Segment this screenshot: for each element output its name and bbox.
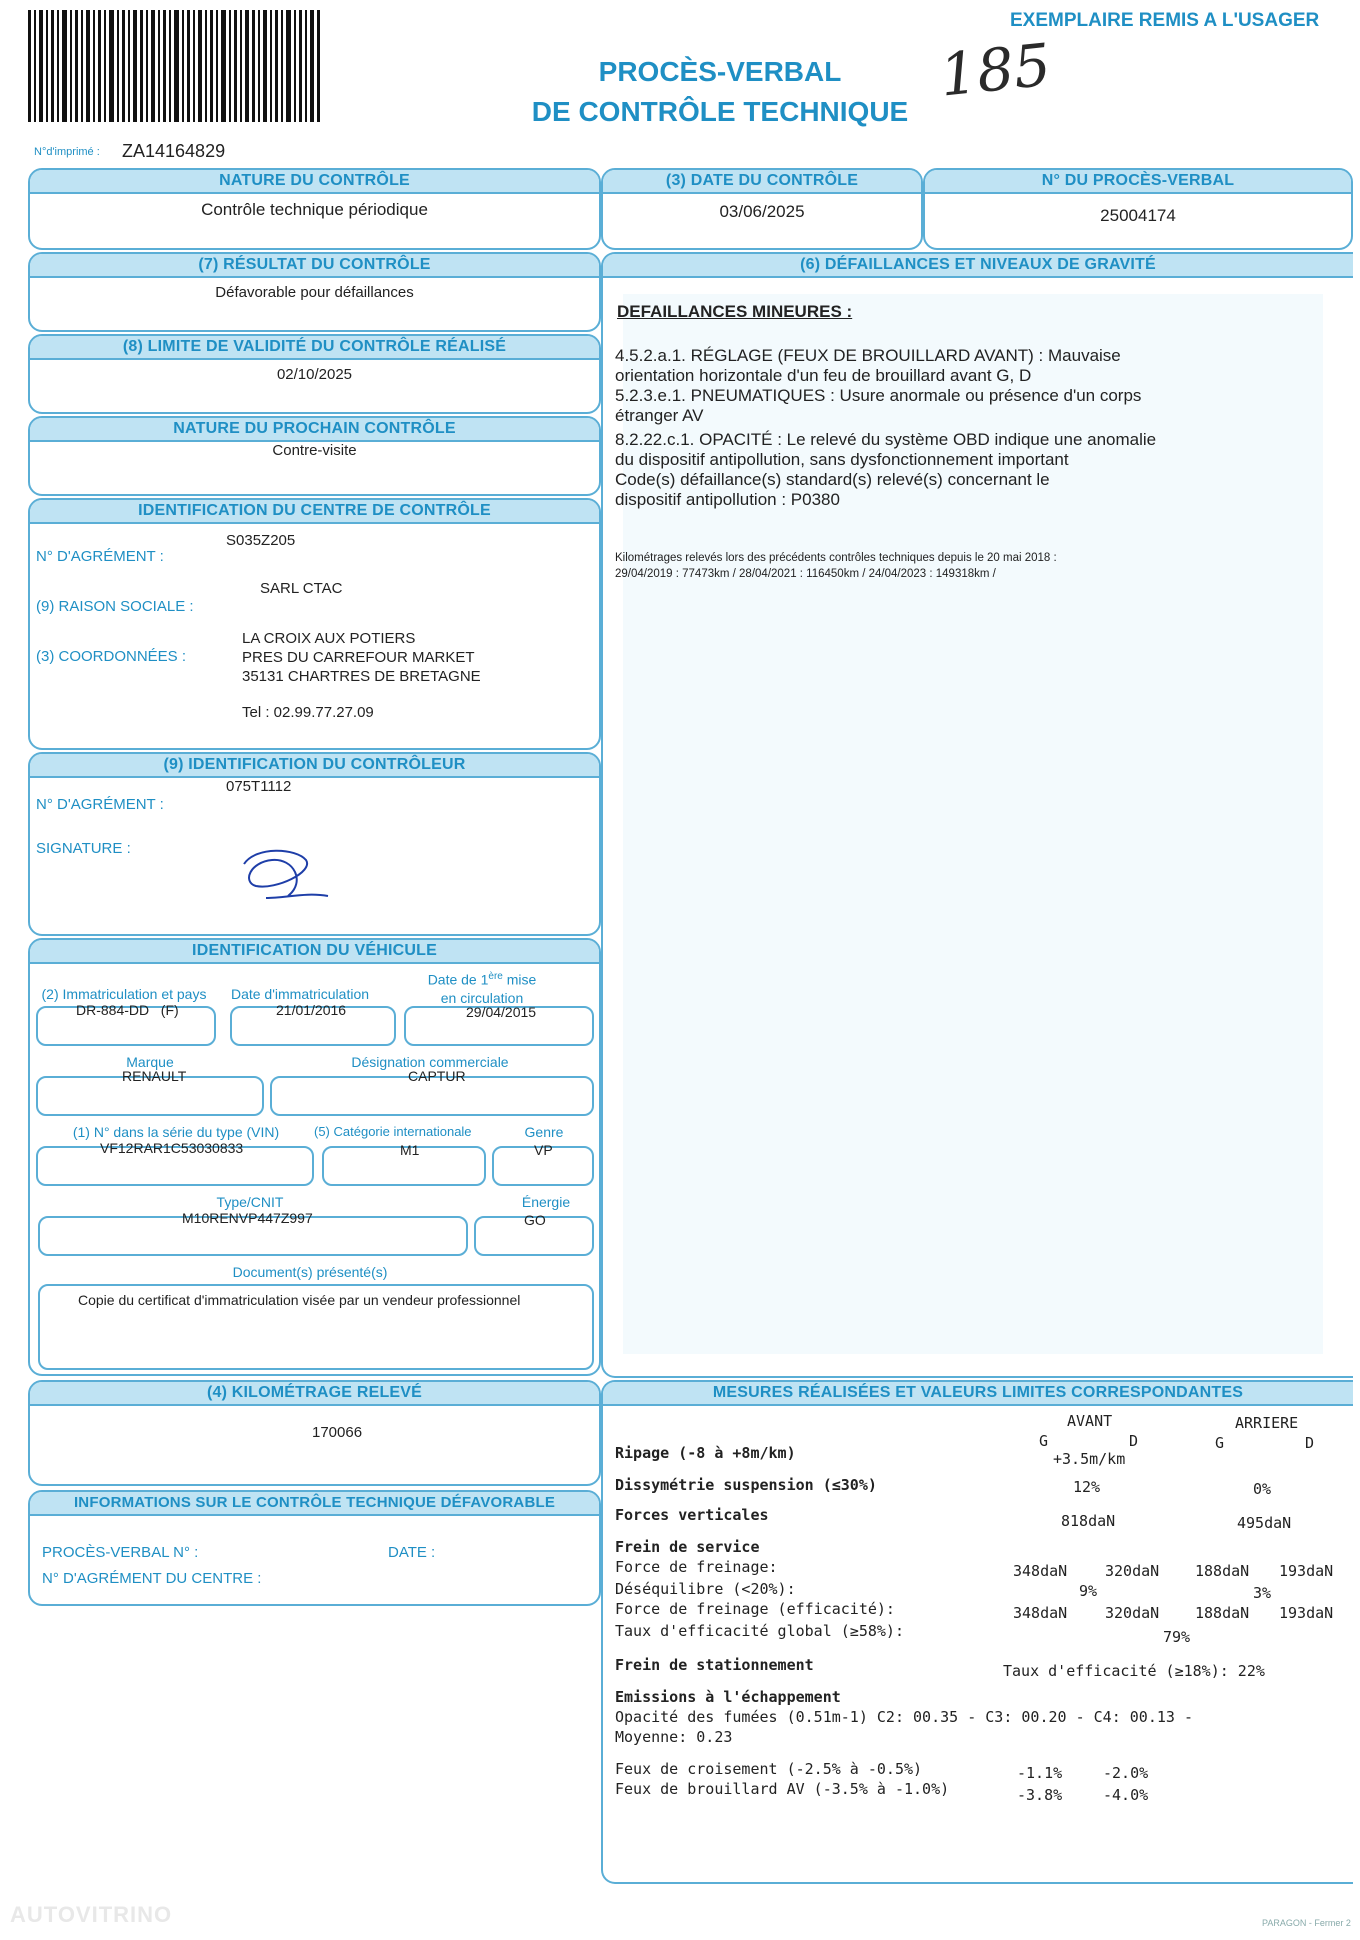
cat-value: M1 xyxy=(400,1142,420,1158)
km-value: 170066 xyxy=(312,1424,363,1441)
croisement-d: -2.0% xyxy=(1103,1764,1149,1782)
center-agrement: S035Z205 xyxy=(226,532,296,549)
type-value: M10RENVP447Z997 xyxy=(182,1210,313,1226)
date-value: 03/06/2025 xyxy=(719,202,805,221)
handwritten-number: 185 xyxy=(936,30,1054,110)
center-agrement-label: N° D'AGRÉMENT : xyxy=(36,548,164,565)
pv-value: 25004174 xyxy=(1100,206,1176,225)
defects-title: DEFAILLANCES MINEURES : xyxy=(617,302,853,321)
defects-list xyxy=(615,346,1335,510)
ff-ar-d: 193daN xyxy=(1279,1562,1334,1580)
unfavorable-box xyxy=(28,1490,601,1606)
center-tel: Tel : 02.99.77.27.09 xyxy=(242,704,374,721)
energie-value: GO xyxy=(524,1212,546,1228)
first-circ-label-a: Date de 1 xyxy=(427,971,489,988)
genre-value: VP xyxy=(534,1142,553,1158)
controller-box xyxy=(28,752,601,936)
unfavorable-pv-label: PROCÈS-VERBAL N° : xyxy=(42,1544,199,1561)
first-circ-label-b: mise xyxy=(502,971,537,988)
print-number-label: N°d'imprimé : xyxy=(34,146,100,158)
immat-value: DR-884-DD (F) xyxy=(76,1002,179,1018)
frein-stat-label: Frein de stationnement xyxy=(615,1656,814,1674)
ffe-av-d: 320daN xyxy=(1105,1604,1160,1622)
title-line1: PROCÈS-VERBAL xyxy=(598,56,842,87)
designation-label: Désignation commerciale xyxy=(351,1054,509,1070)
date-immat-value: 21/01/2016 xyxy=(276,1002,347,1018)
croisement-g: -1.1% xyxy=(1017,1764,1063,1782)
ffe-ar-d: 193daN xyxy=(1279,1604,1334,1622)
vin-label: (1) N° dans la série du type (VIN) xyxy=(72,1124,280,1140)
ff-av-g: 348daN xyxy=(1013,1562,1068,1580)
pv-box xyxy=(923,168,1353,250)
first-circ-label xyxy=(382,968,582,1007)
km-history-note: Kilométrages relevés lors des précédents contrôles techniques depuis le 20 mai 2018 : xyxy=(615,552,1057,564)
print-number: ZA14164829 xyxy=(122,141,226,161)
center-header: IDENTIFICATION DU CENTRE DE CONTRÔLE xyxy=(30,500,599,524)
date-immat-label: Date d'immatriculation xyxy=(230,986,370,1002)
km-history-values: 29/04/2019 : 77473km / 28/04/2021 : 116450km / 24/04/2023 : 149318km / xyxy=(615,568,996,580)
croisement-label: Feux de croisement (-2.5% à -0.5%) xyxy=(615,1760,923,1778)
measures-box xyxy=(601,1380,1353,1884)
brouillard-g: -3.8% xyxy=(1017,1786,1063,1804)
nature-header: NATURE DU CONTRÔLE xyxy=(30,170,599,194)
forces-label: Forces verticales xyxy=(615,1506,769,1524)
vin-value: VF12RAR1C53030833 xyxy=(100,1140,244,1156)
marque-label: Marque xyxy=(126,1054,174,1070)
forces-ar: 495daN xyxy=(1237,1514,1292,1532)
force-frein-label: Force de freinage: xyxy=(615,1558,778,1576)
defect-line: étranger AV xyxy=(615,406,704,425)
docs-label: Document(s) présenté(s) xyxy=(232,1264,388,1280)
nature-box xyxy=(28,168,601,250)
controller-agrement: 075T1112 xyxy=(226,778,292,795)
defect-line: 4.5.2.a.1. RÉGLAGE (FEUX DE BROUILLARD AVANT) : Mauvaise xyxy=(615,346,1121,365)
title-line2: DE CONTRÔLE TECHNIQUE xyxy=(531,96,909,127)
first-circ-label-c: en circulation xyxy=(440,989,524,1006)
defect-line: Code(s) défaillance(s) standard(s) relevé(s) concernant le xyxy=(615,470,1050,489)
center-address3: 35131 CHARTRES DE BRETAGNE xyxy=(242,668,481,685)
taux-global-label: Taux d'efficacité global (≥58%): xyxy=(615,1622,904,1640)
unfavorable-agrement-label: N° D'AGRÉMENT DU CENTRE : xyxy=(42,1570,262,1587)
energie-label: Énergie xyxy=(521,1194,571,1210)
taux-global-value: 79% xyxy=(1163,1628,1191,1646)
avant-g-label: G xyxy=(1039,1432,1049,1450)
defects-box xyxy=(601,252,1353,1378)
center-raison-label: (9) RAISON SOCIALE : xyxy=(36,598,194,615)
ff-ar-g: 188daN xyxy=(1195,1562,1250,1580)
type-label: Type/CNIT xyxy=(216,1194,284,1210)
first-circ-value: 29/04/2015 xyxy=(466,1004,537,1020)
arriere-label: ARRIERE xyxy=(1235,1414,1299,1432)
deseq-label: Déséquilibre (<20%): xyxy=(615,1580,796,1598)
designation-value: CAPTUR xyxy=(408,1068,466,1084)
validity-box xyxy=(28,334,601,414)
avant-d-label: D xyxy=(1129,1432,1139,1450)
controller-header: (9) IDENTIFICATION DU CONTRÔLEUR xyxy=(30,754,599,778)
arriere-d-label: D xyxy=(1305,1434,1315,1452)
ripage-value: +3.5m/km xyxy=(1053,1450,1126,1468)
ff-eff-label: Force de freinage (efficacité): xyxy=(615,1600,895,1618)
frein-stat-value: Taux d'efficacité (≥18%): 22% xyxy=(1003,1662,1265,1680)
vehicle-header: IDENTIFICATION DU VÉHICULE xyxy=(30,940,599,964)
controller-signature-label: SIGNATURE : xyxy=(36,840,131,857)
moyenne-line: Moyenne: 0.23 xyxy=(615,1728,733,1746)
cat-label: (5) Catégorie internationale xyxy=(314,1124,472,1139)
result-box xyxy=(28,252,601,332)
center-address2: PRES DU CARREFOUR MARKET xyxy=(242,649,475,666)
defect-line: du dispositif antipollution, sans dysfonctionnement important xyxy=(615,450,1069,469)
ffe-av-g: 348daN xyxy=(1013,1604,1068,1622)
vehicle-box xyxy=(28,938,601,1376)
avant-label: AVANT xyxy=(1067,1412,1113,1430)
nature-value: Contrôle technique périodique xyxy=(201,200,428,219)
watermark: AUTOVITRINO xyxy=(10,1902,173,1927)
docs-value: Copie du certificat d'immatriculation visée par un vendeur professionnel xyxy=(78,1292,521,1308)
immat-label: (2) Immatriculation et pays xyxy=(41,986,207,1002)
validity-header: (8) LIMITE DE VALIDITÉ DU CONTRÔLE RÉALISÉ xyxy=(30,336,599,360)
brouillard-d: -4.0% xyxy=(1103,1786,1149,1804)
validity-value: 02/10/2025 xyxy=(276,366,353,383)
unfavorable-header: INFORMATIONS SUR LE CONTRÔLE TECHNIQUE DÉFAVORABLE xyxy=(30,1492,599,1516)
brouillard-label: Feux de brouillard AV (-3.5% à -1.0%) xyxy=(615,1780,950,1798)
deseq-ar: 3% xyxy=(1253,1584,1272,1602)
date-header: (3) DATE DU CONTRÔLE xyxy=(603,170,921,194)
first-circ-label-sup: ère xyxy=(488,971,503,982)
measures-header: MESURES RÉALISÉES ET VALEURS LIMITES CORRESPONDANTES xyxy=(603,1382,1353,1406)
marque-value: RENAULT xyxy=(122,1068,187,1084)
ripage-label: Ripage (-8 à +8m/km) xyxy=(615,1444,796,1462)
center-raison: SARL CTAC xyxy=(260,580,343,597)
center-coord-label: (3) COORDONNÉES : xyxy=(36,648,187,665)
result-header: (7) RÉSULTAT DU CONTRÔLE xyxy=(30,254,599,278)
dissym-label: Dissymétrie suspension (≤30%) xyxy=(615,1476,877,1494)
next-box xyxy=(28,416,601,496)
unfavorable-date-label: DATE : xyxy=(388,1544,436,1561)
km-header: (4) KILOMÉTRAGE RELEVÉ xyxy=(30,1382,599,1406)
center-address1: LA CROIX AUX POTIERS xyxy=(242,630,416,647)
km-box xyxy=(28,1380,601,1486)
emissions-label: Emissions à l'échappement xyxy=(615,1688,841,1706)
frein-service-label: Frein de service xyxy=(615,1538,760,1556)
dissym-av: 12% xyxy=(1073,1478,1101,1496)
defect-line: orientation horizontale d'un feu de brouillard avant G, D xyxy=(615,366,1032,385)
pv-header: N° DU PROCÈS-VERBAL xyxy=(925,170,1351,194)
arriere-g-label: G xyxy=(1215,1434,1225,1452)
result-value: Défavorable pour défaillances xyxy=(215,284,414,301)
dissym-ar: 0% xyxy=(1253,1480,1272,1498)
copy-label: EXEMPLAIRE REMIS A L'USAGER xyxy=(1010,10,1320,31)
next-header: NATURE DU PROCHAIN CONTRÔLE xyxy=(30,418,599,442)
defect-line: 5.2.3.e.1. PNEUMATIQUES : Usure anormale ou présence d'un corps xyxy=(615,386,1142,405)
ffe-ar-g: 188daN xyxy=(1195,1604,1250,1622)
controller-agrement-label: N° D'AGRÉMENT : xyxy=(36,796,164,813)
defect-line: dispositif antipollution : P0380 xyxy=(615,490,840,509)
ff-av-d: 320daN xyxy=(1105,1562,1160,1580)
genre-label: Genre xyxy=(524,1124,564,1140)
barcode xyxy=(28,10,324,122)
defects-header: (6) DÉFAILLANCES ET NIVEAUX DE GRAVITÉ xyxy=(603,254,1353,278)
paragon-brand: PARAGON - Fermer 2 xyxy=(1262,1918,1351,1928)
date-box xyxy=(601,168,923,250)
signature-scribble xyxy=(236,842,336,907)
forces-av: 818daN xyxy=(1061,1512,1116,1530)
defect-line: 8.2.22.c.1. OPACITÉ : Le relevé du système OBD indique une anomalie xyxy=(615,430,1157,449)
next-value: Contre-visite xyxy=(272,442,357,459)
deseq-av: 9% xyxy=(1079,1582,1098,1600)
opacite-line: Opacité des fumées (0.51m-1) C2: 00.35 - C3: 00.20 - C4: 00.13 - xyxy=(615,1708,1193,1726)
center-box xyxy=(28,498,601,750)
